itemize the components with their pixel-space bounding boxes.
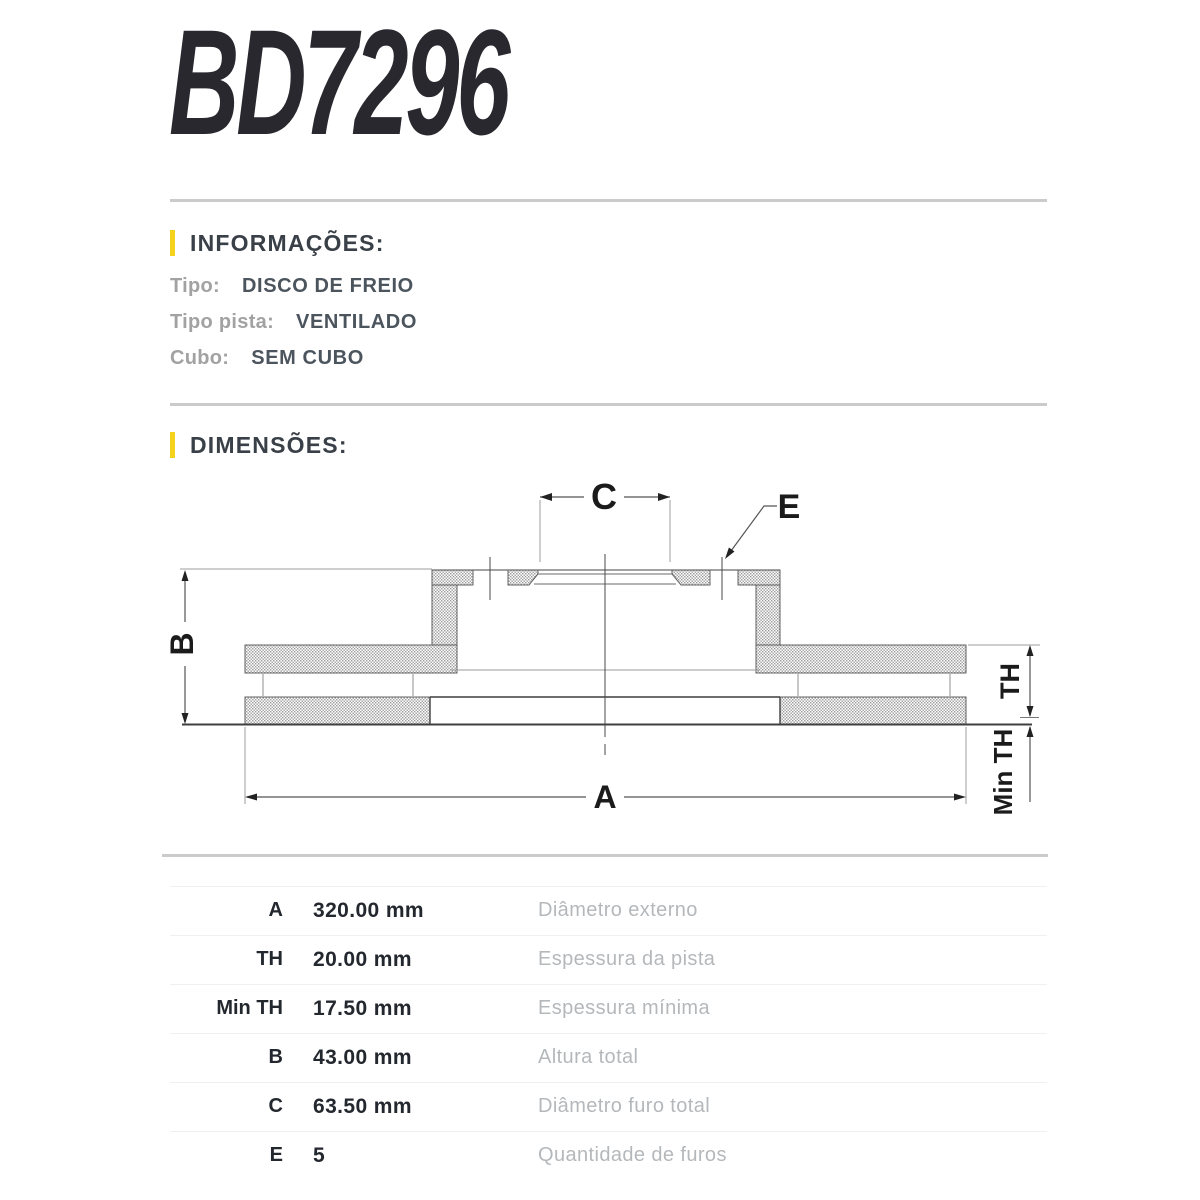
dimension-label-e: E (777, 488, 801, 526)
spec-symbol: TH (256, 948, 283, 970)
spec-symbol: E (269, 1144, 283, 1166)
dimension-th (968, 645, 1040, 718)
info-row-tipo (170, 273, 414, 299)
spec-description: Espessura mínima (538, 997, 711, 1019)
spec-value: 5 (313, 1144, 326, 1167)
table-row (170, 1082, 1047, 1131)
table-row (170, 1033, 1047, 1082)
info-value: SEM CUBO (251, 347, 364, 369)
spec-symbol: Min TH (216, 997, 283, 1019)
dimension-a (245, 727, 966, 815)
divider-bottom (162, 854, 1048, 857)
spec-symbol: B (268, 1046, 283, 1068)
table-row (170, 984, 1047, 1033)
info-section-heading (170, 230, 385, 256)
spec-value: 20.00 mm (313, 948, 412, 971)
info-value: VENTILADO (296, 311, 418, 333)
spec-symbol: A (268, 899, 283, 921)
info-label: Tipo pista: (170, 311, 275, 333)
spec-description: Altura total (538, 1046, 639, 1068)
part-number-title: BD7296 (169, 0, 508, 166)
dimensions-heading-text: DIMENSÕES: (190, 432, 348, 458)
dimension-label-a: A (593, 779, 617, 815)
dimension-label-th: TH (995, 663, 1025, 699)
dimension-min-th (988, 726, 1034, 815)
dimension-e (725, 488, 800, 559)
divider-top (170, 199, 1047, 202)
table-row (170, 886, 1047, 935)
spec-value: 320.00 mm (313, 899, 425, 922)
spec-description: Diâmetro externo (538, 899, 698, 921)
info-value: DISCO DE FREIO (242, 275, 414, 297)
spec-description: Espessura da pista (538, 948, 716, 970)
dimension-label-c: C (591, 476, 617, 517)
info-label: Cubo: (170, 347, 230, 369)
info-row-cubo (170, 345, 364, 371)
info-heading-text: INFORMAÇÕES: (190, 230, 385, 256)
spec-symbol: C (268, 1095, 283, 1117)
spec-value: 17.50 mm (313, 997, 412, 1020)
dimensions-section-heading (170, 432, 348, 458)
table-row (170, 1131, 1047, 1180)
divider-middle (170, 403, 1047, 406)
spec-description: Diâmetro furo total (538, 1095, 711, 1117)
dimension-c (540, 476, 670, 562)
spec-value: 43.00 mm (313, 1046, 412, 1069)
spec-value: 63.50 mm (313, 1095, 412, 1118)
info-row-tipo-pista (170, 309, 417, 335)
yellow-accent-bar (170, 432, 175, 458)
brake-disc-technical-drawing (150, 460, 1050, 850)
dimension-label-min-th: Min TH (988, 728, 1018, 816)
dimension-label-b: B (164, 632, 200, 656)
yellow-accent-bar (170, 230, 175, 256)
table-row (170, 935, 1047, 984)
info-label: Tipo: (170, 275, 221, 297)
spec-description: Quantidade de furos (538, 1144, 727, 1166)
